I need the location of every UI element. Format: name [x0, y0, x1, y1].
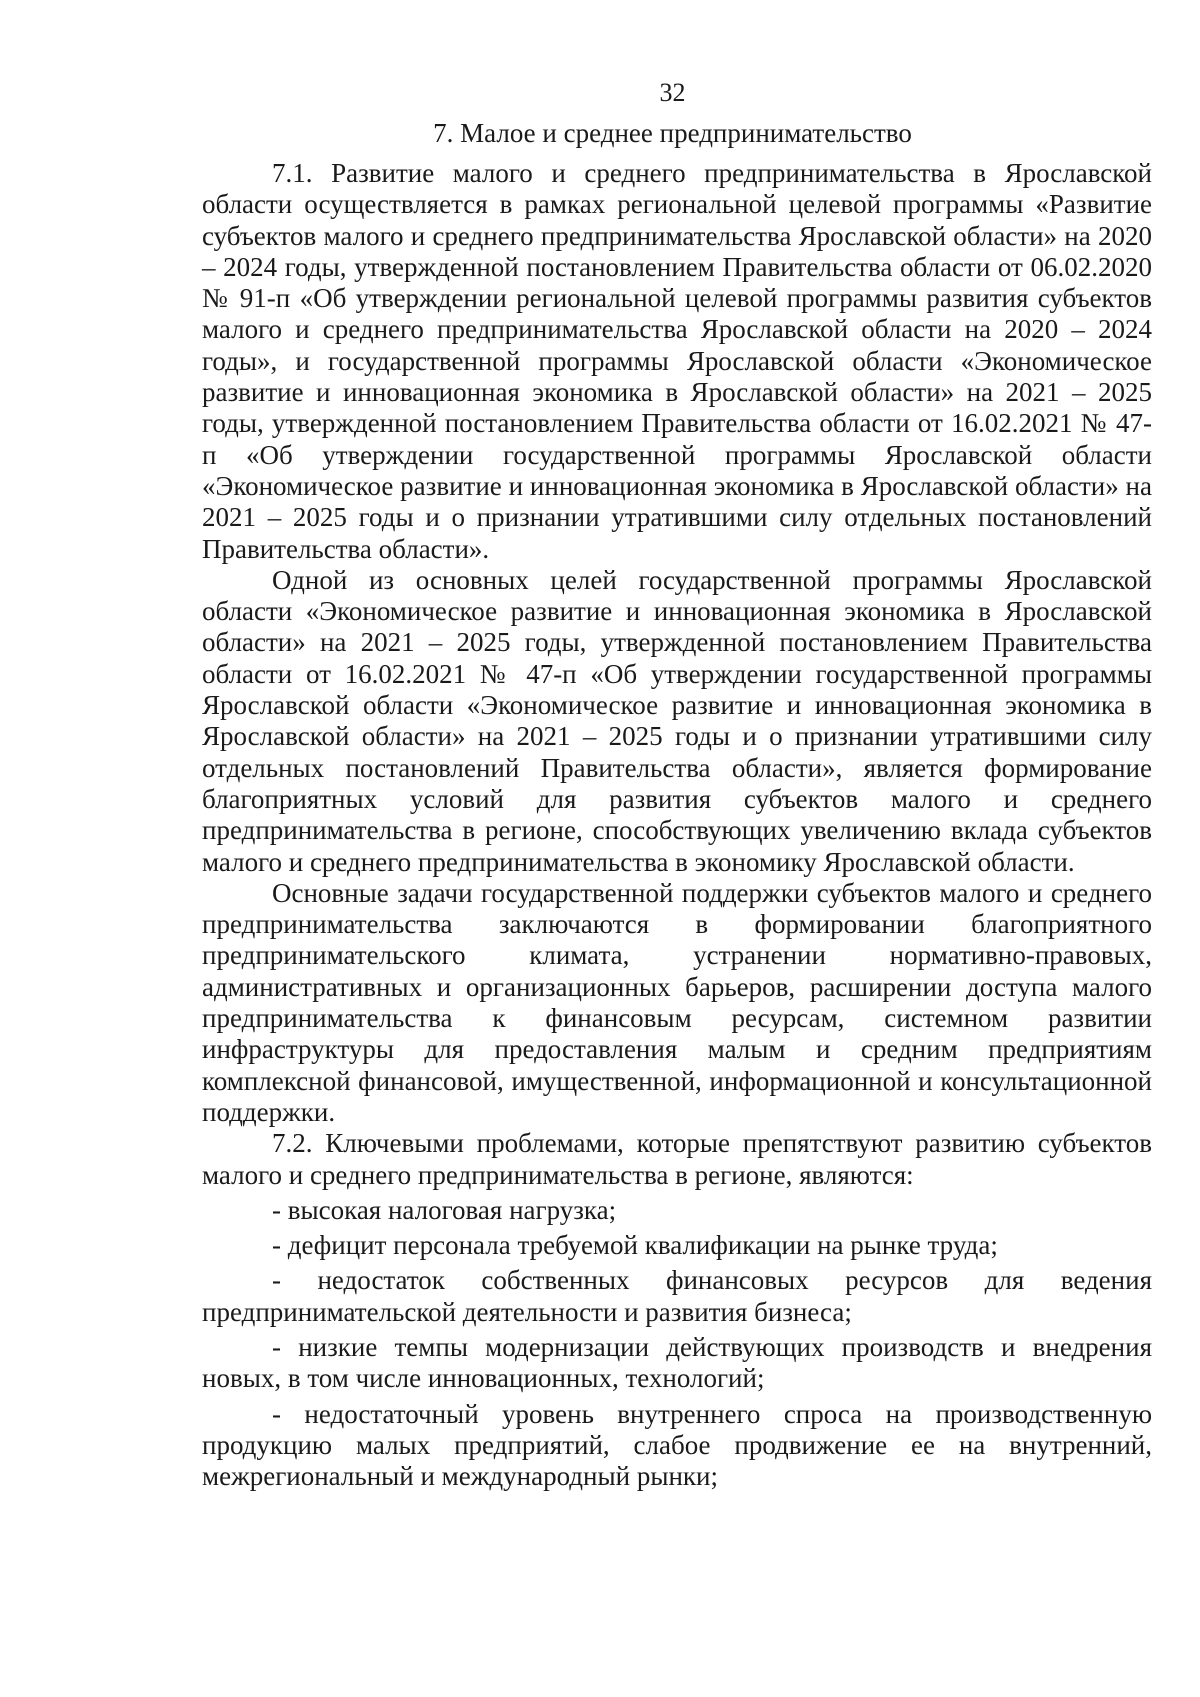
- paragraph-7-2: 7.2. Ключевыми проблемами, которые препятствуют развитию субъектов малого и среднего предпринимательства в регионе, являются:: [202, 1128, 1152, 1190]
- problem-list-item: - низкие темпы модернизации действующих производств и внедрения новых, в том числе инновационных, технологий;: [202, 1331, 1152, 1394]
- document-body: [202, 158, 1152, 1492]
- problem-list-item: - недостаток собственных финансовых ресурсов для ведения предпринимательской деятельности и развития бизнеса;: [202, 1265, 1152, 1327]
- paragraph-7-1: 7.1. Развитие малого и среднего предпринимательства в Ярославской области осуществляется в рамках региональной целевой программы «Развитие субъектов малого и среднего предпринимательства Ярославской области» на 2020 – 2024 годы, утвержденной постановлением Правительства области от 06.02.2020 № 91-п «Об утверждении региональной целевой программы развития субъектов малого и среднего предпринимательства Ярославской области на 2020 – 2024 годы», и государственной программы Ярославской области «Экономическое развитие и инновационная экономика в Ярославской области» на 2021 – 2025 годы, утвержденной постановлением Правительства области от 16.02.2021 № 47-п «Об утверждении государственной программы Ярославской области «Экономическое развитие и инновационная экономика в Ярославской области» на 2021 – 2025 годы и о признании утратившими силу отдельных постановлений Правительства области».: [202, 158, 1152, 564]
- paragraph-support-tasks: Основные задачи государственной поддержки субъектов малого и среднего предпринимательства заключаются в формировании благоприятного предпринимательского климата, устранении нормативно-правовых, административных и организационных барьеров, расширении доступа малого предпринимательства к финансовым ресурсам, системном развитии инфраструктуры для предоставления малым и средним предприятиям комплексной финансовой, имущественной, информационной и консультационной поддержки.: [202, 877, 1152, 1127]
- paragraph-program-goal: Одной из основных целей государственной программы Ярославской области «Экономическое развитие и инновационная экономика в Ярославской области» на 2021 – 2025 годы, утвержденной постановлением Правительства области от 16.02.2021 № 47-п «Об утверждении государственной программы Ярославской области «Экономическое развитие и инновационная экономика в Ярославской области» на 2021 – 2025 годы и о признании утратившими силу отдельных постановлений Правительства области», является формирование благоприятных условий для развития субъектов малого и среднего предпринимательства в регионе, способствующих увеличению вклада субъектов малого и среднего предпринимательства в экономику Ярославской области.: [202, 564, 1152, 877]
- problem-list-item: - недостаточный уровень внутреннего спроса на производственную продукцию малых предприятий, слабое продвижение ее на внутренний, межрегиональный и международный рынки;: [202, 1398, 1152, 1492]
- page-number: 32: [659, 78, 686, 107]
- problem-list-item: - высокая налоговая нагрузка;: [272, 1194, 617, 1225]
- section-title: 7. Малое и среднее предпринимательство: [433, 118, 912, 148]
- problem-list-item: - дефицит персонала требуемой квалификации на рынке труда;: [272, 1230, 998, 1261]
